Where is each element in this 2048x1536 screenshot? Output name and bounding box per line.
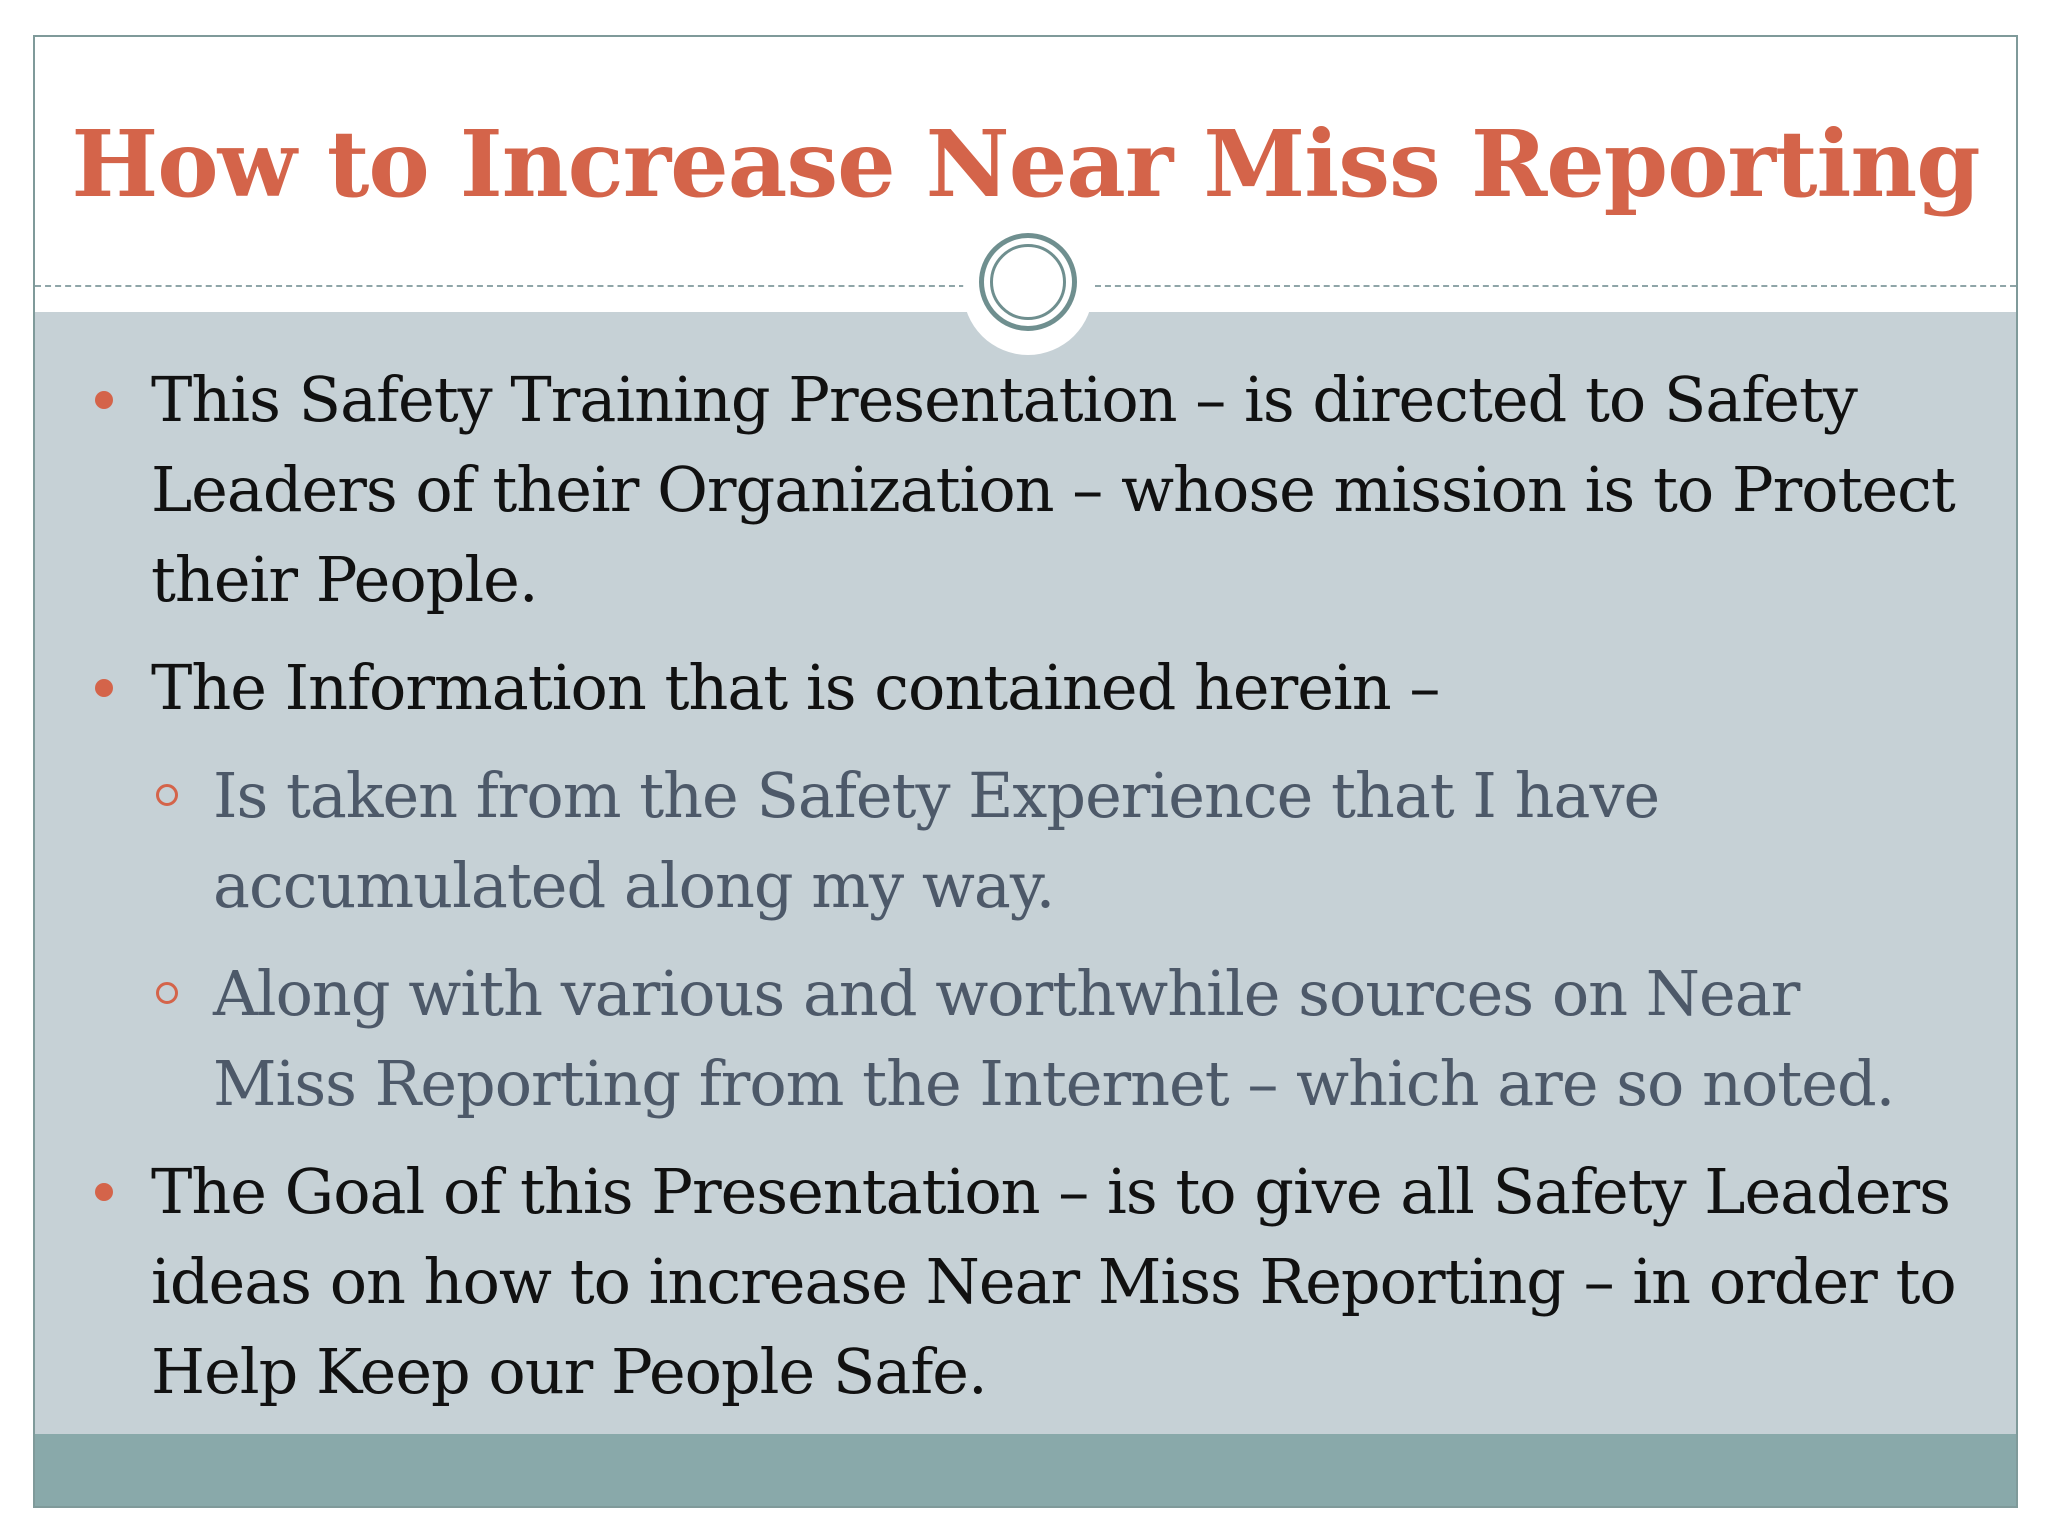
slide-title: How to Increase Near Miss Reporting — [71, 110, 1980, 218]
bullet-text: The Goal of this Presentation – is to give all Safety Leaders ideas on how to increase Near Miss Reporting – in order to Help Keep our People Safe. — [151, 1155, 1956, 1408]
slide — [33, 35, 2018, 1508]
bullet-dot-icon — [95, 679, 113, 697]
bullet-dot-icon — [95, 391, 113, 409]
footer-band — [35, 1434, 2016, 1508]
bullet-text: The Information that is contained herein – — [151, 651, 1440, 724]
sub-bullet-text: Along with various and worthwhile sources on Near Miss Reporting from the Internet – which are so noted. — [213, 957, 1895, 1120]
sub-bullet-ring-icon — [156, 784, 178, 806]
bullet-item — [35, 355, 2016, 625]
sub-bullet-text: Is taken from the Safety Experience that I have accumulated along my way. — [213, 759, 1660, 922]
bullet-item — [35, 643, 2016, 733]
title-divider-left — [35, 285, 965, 287]
bullet-item — [35, 1147, 2016, 1417]
sub-bullet-ring-icon — [156, 982, 178, 1004]
bullet-list — [35, 355, 2016, 1435]
bullet-text: This Safety Training Presentation – is directed to Safety Leaders of their Organization – whose mission is to Protect their People. — [151, 363, 1955, 616]
sub-bullet-item — [35, 751, 2016, 931]
bullet-dot-icon — [95, 1183, 113, 1201]
circle-ornament-icon — [979, 233, 1077, 331]
title-divider-right — [1095, 285, 2016, 287]
sub-bullet-item — [35, 949, 2016, 1129]
